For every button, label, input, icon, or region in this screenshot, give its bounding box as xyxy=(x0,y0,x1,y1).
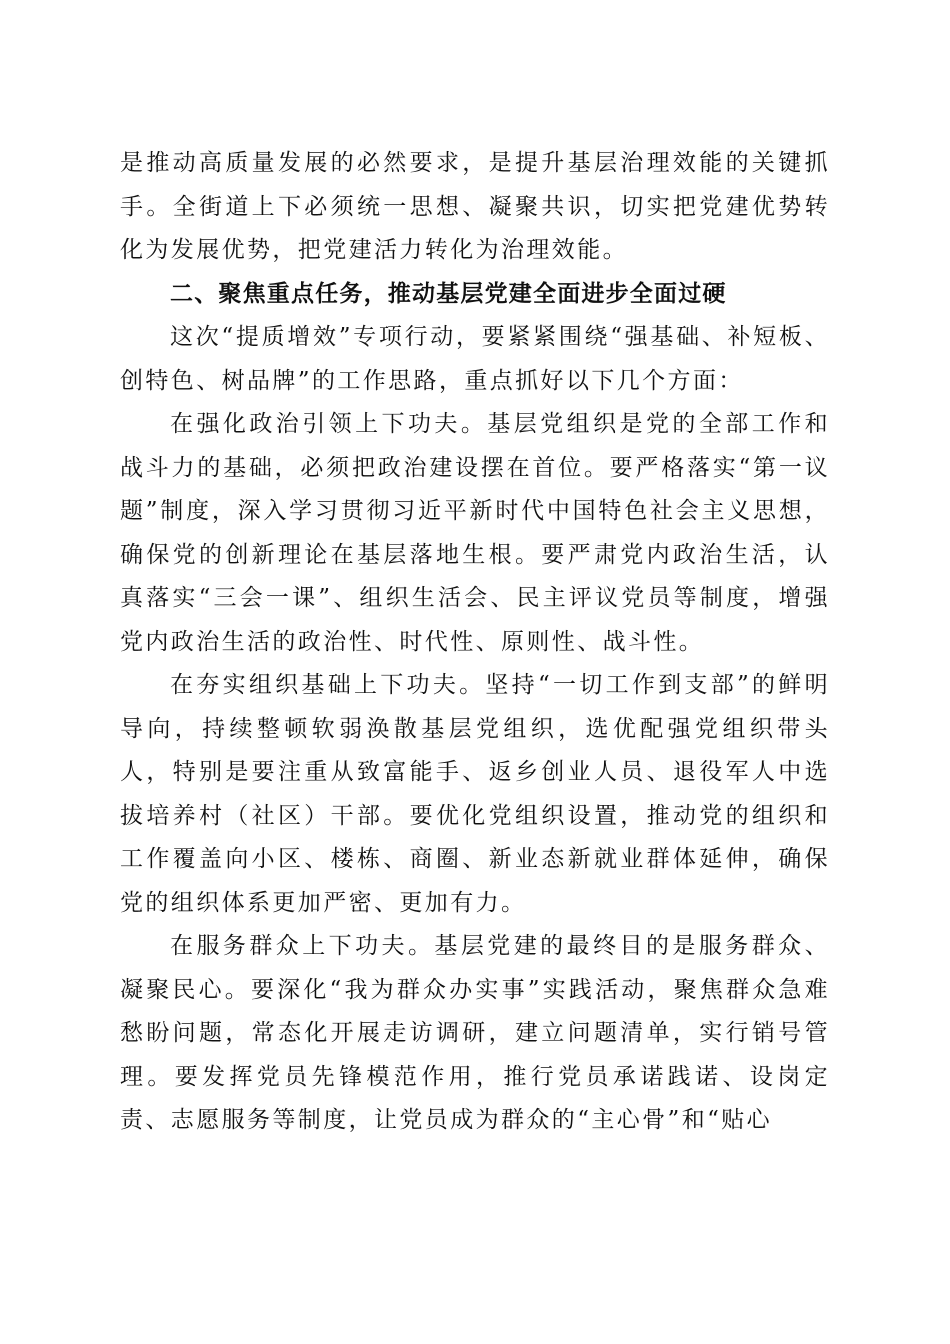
paragraph-political-leadership: 在强化政治引领上下功夫。基层党组织是党的全部工作和战斗力的基础，必须把政治建设摆在首位。要严格落实“第一议题”制度，深入学习贯彻习近平新时代中国特色社会主义思想，确保党的创新理论在基层落地生根。要严肃党内政治生活，认真落实“三会一课”、组织生活会、民主评议党员等制度，增强党内政治生活的政治性、时代性、原则性、战斗性。 xyxy=(120,411,830,655)
section-heading: 二、聚焦重点任务，推动基层党建全面进步全面过硬 xyxy=(170,280,727,307)
paragraph-continuation: 是推动高质量发展的必然要求，是提升基层治理效能的关键抓手。全街道上下必须统一思想、凝聚共识，切实把党建优势转化为发展优势，把党建活力转化为治理效能。 xyxy=(120,150,830,263)
document-body xyxy=(120,142,830,1143)
paragraph-serve-masses: 在服务群众上下功夫。基层党建的最终目的是服务群众、凝聚民心。要深化“我为群众办实事”实践活动，聚焦群众急难愁盼问题，常态化开展走访调研，建立问题清单，实行销号管理。要发挥党员先锋模范作用，推行党员承诺践诺、设岗定责、志愿服务等制度，让党员成为群众的“主心骨”和“贴心 xyxy=(120,933,830,1133)
paragraph-intro: 这次“提质增效”专项行动，要紧紧围绕“强基础、补短板、创特色、树品牌”的工作思路，重点抓好以下几个方面： xyxy=(120,324,830,394)
paragraph-organization-foundation: 在夯实组织基础上下功夫。坚持“一切工作到支部”的鲜明导向，持续整顿软弱涣散基层党组织，选优配强党组织带头人，特别是要注重从致富能手、返乡创业人员、退役军人中选拔培养村（社区）干部。要优化党组织设置，推动党的组织和工作覆盖向小区、楼栋、商圈、新业态新就业群体延伸，确保党的组织体系更加严密、更加有力。 xyxy=(120,672,830,916)
